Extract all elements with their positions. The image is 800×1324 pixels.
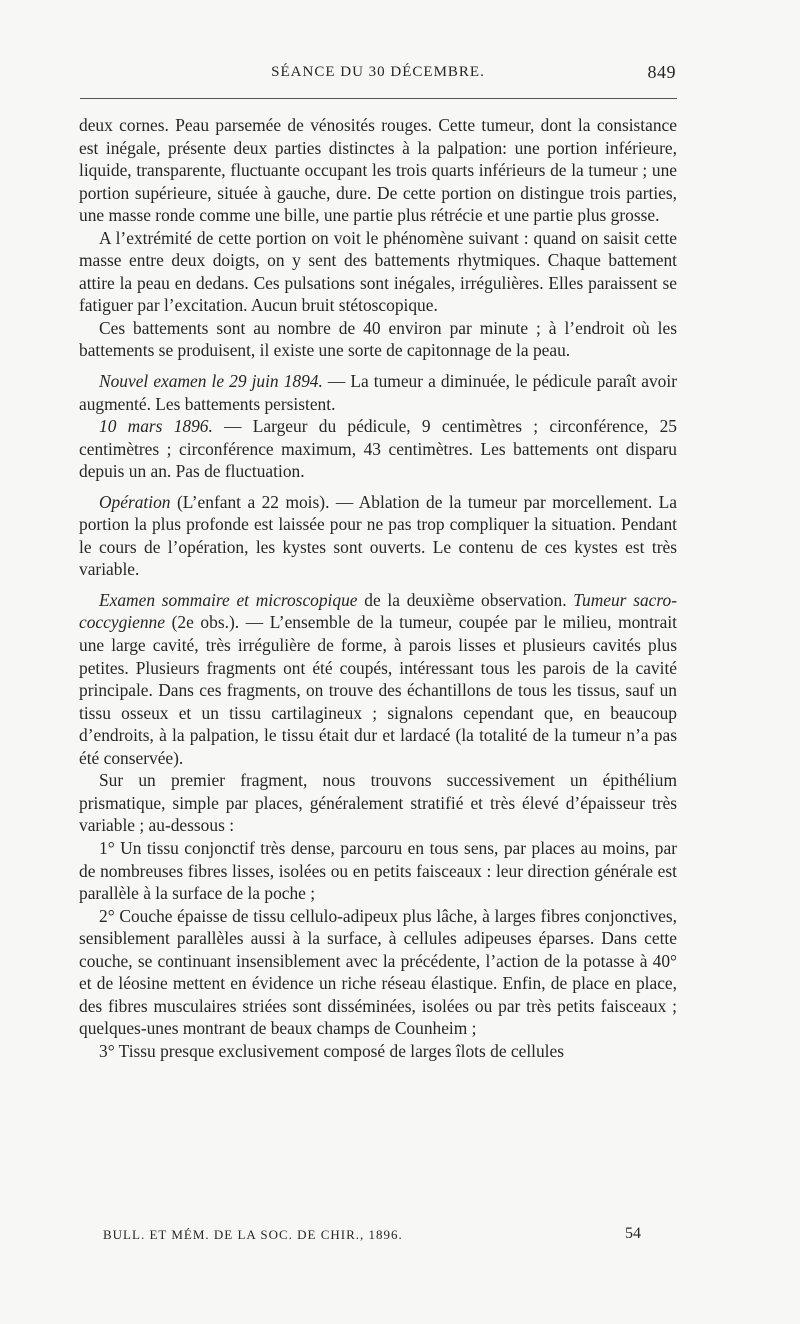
italic-run: Opération [99,491,171,512]
paragraph [79,370,677,415]
italic-run: Examen sommaire et microscopique [99,589,358,610]
text-run: (2e obs.). — L’ensemble de la tumeur, coupée par le milieu, montrait une large cavité, très irrégulière de forme, à parois lisses et plusieurs cavités plus petites. Plusieurs fragments ont été coupés, intéressant tous les parois de la cavité principale. Dans ces fragments, on trouve des échantillons de tous les tissus, sauf un tissu osseux et un tissu cartilagineux ; signalons cependant que, en beaucoup d’endroits, à la palpation, le tissu était dur et lardacé (la totalité de la tumeur n’a pas été conservée). [79,612,677,768]
text-run: 3° Tissu presque exclusivement composé de larges îlots de cellules [99,1040,564,1061]
text-run: Sur un premier fragment, nous trouvons successivement un épithélium prismatique, simple par places, généralement stratifié et très élevé d’épaisseur très variable ; au-dessous : [79,770,677,836]
page-number: 849 [647,62,676,82]
paragraph [79,769,677,837]
italic-run: Tumeur sacro-coccygienne [79,589,677,633]
paragraph [79,837,677,905]
text-run: 1° Un tissu conjonctif très dense, parcouru en tous sens, par places au moins, par de nombreuses fibres lisses, isolées ou en petits faisceaux : leur direction générale est parallèle à la surface de la poche ; [79,837,677,904]
paragraph [79,227,677,317]
paragraph [79,415,677,483]
text-run: A l’extrémité de cette portion on voit le phénomène suivant : quand on saisit cette masse entre deux doigts, on y sent des battements rhytmiques. Chaque battement attire la peau en dedans. Ces pulsations sont inégales, irrégulières. Elles paraissent se fatiguer par l’excitation. Aucun bruit stétoscopique. [79,227,677,316]
text-run: (L’enfant a 22 mois). — Ablation de la tumeur par morcellement. La portion la plus profonde est laissée pour ne pas trop compliquer la situation. Pendant le cours de l’opération, les kystes sont ouverts. Le contenu de ces kystes est très variable. [79,491,677,580]
paragraph [79,905,677,1040]
paragraph [79,317,677,362]
footer [103,1227,641,1249]
text-run: deux cornes. Peau parsemée de vénosités rouges. Cette tumeur, dont la consistance est inégale, présente deux parties distinctes à la palpation: une portion inférieure, liquide, transparente, fluctuante occupant les trois quarts inférieurs de la tumeur ; une portion supérieure, située à gauche, dure. De cette portion on distingue trois parties, une masse ronde comme une bille, une partie plus rétrécie et une partie plus grosse. [79,115,677,226]
text-run: 2° Couche épaisse de tissu cellulo-adipeux plus lâche, à larges fibres conjonctives, sensiblement parallèles aussi à la surface, à cellules adipeuses éparses. Dans cette couche, se continuant insensiblement avec la précédente, l’action de la potasse à 40° et de léosine mettent en évidence un riche réseau élastique. Enfin, de place en place, des fibres musculaires striées sont disséminées, isolées ou par très petits faisceaux ; quelques-unes montrant de beaux champs de Counheim ; [79,905,677,1039]
signature-mark: 54 [625,1225,641,1242]
text-run: — Largeur du pédicule, 9 centimètres ; circonférence, 25 centimètres ; circonférence maximum, 43 centimètres. Les battements ont disparu depuis un an. Pas de fluctuation. [79,416,677,482]
paragraph [79,491,677,581]
text-run: — La tumeur a diminuée, le pédicule paraît avoir augmenté. Les battements persistent. [79,371,677,414]
paragraph [79,589,677,769]
italic-run: Nouvel examen le 29 juin 1894. [99,371,323,392]
running-head [78,64,678,86]
paragraph [79,114,677,227]
running-title: SÉANCE DU 30 DÉCEMBRE. [271,64,485,80]
paragraph [79,1040,677,1063]
header-rule [80,98,677,99]
body-text [79,114,677,1062]
journal-citation: BULL. ET MÉM. DE LA SOC. DE CHIR., 1896. [103,1227,403,1242]
italic-run: 10 mars 1896. [99,416,213,437]
text-run: Ces battements sont au nombre de 40 environ par minute ; à l’endroit où les battements se produisent, il existe une sorte de capitonnage de la peau. [79,317,677,361]
text-run: de la deuxième observation. [357,589,574,610]
